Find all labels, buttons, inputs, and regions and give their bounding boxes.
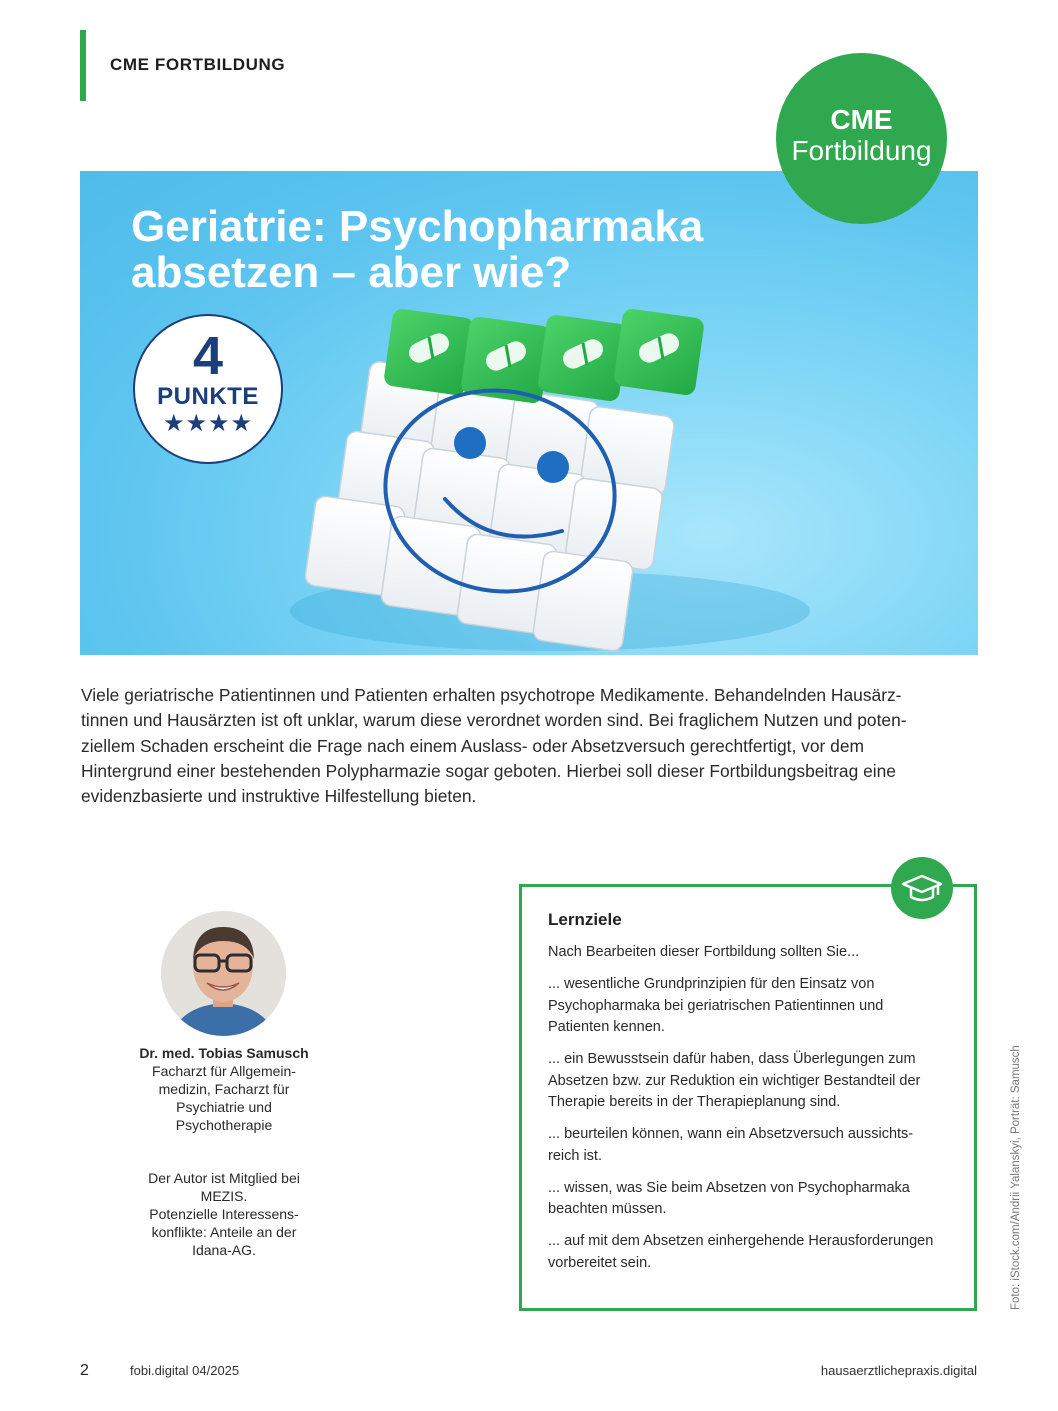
author-portrait	[161, 911, 286, 1036]
graduation-cap-icon	[891, 857, 953, 919]
author-name: Dr. med. Tobias Samusch	[139, 1045, 309, 1061]
article-title-line-2: absetzen – aber wie?	[131, 248, 572, 297]
learning-goals-title: Lernziele	[548, 910, 622, 929]
learning-goal-line: ... wissen, was Sie beim Absetzen von Psychopharmaka	[548, 1179, 910, 1196]
photo-credit: Foto: iStock.com/Andrii Yalanskyi, Porträt: Samusch	[1010, 1045, 1022, 1310]
learning-goal-line: ... wesentliche Grundprinzipien für den Einsatz von	[548, 976, 875, 992]
learning-goal-line: Therapie bereits in der Therapieplanung sind.	[548, 1094, 841, 1110]
author-note-line: Idana-AG.	[192, 1242, 256, 1258]
learning-goal-item	[548, 974, 958, 1039]
learning-goal-line: Patienten kennen.	[548, 1019, 665, 1035]
learning-goal-line: reich ist.	[548, 1147, 602, 1164]
intro-line: tinnen und Hausärzten ist oft unklar, warum diese verordnet worden sind. Bei fraglichem Nutzen und poten-	[81, 710, 907, 731]
author-title-line: Psychotherapie	[175, 1117, 273, 1133]
page-number: 2	[80, 1362, 89, 1379]
author-note-line: Der Autor ist Mitglied bei	[148, 1170, 300, 1186]
intro-paragraph	[81, 683, 981, 809]
intro-line: evidenzbasierte und instruktive Hilfestellung bieten.	[81, 786, 477, 807]
author-info	[123, 1044, 325, 1259]
author-title-line: medizin, Facharzt für	[158, 1081, 290, 1097]
learning-goal-item	[548, 1231, 958, 1274]
section-label: CME FORTBILDUNG	[110, 55, 286, 74]
article-title-line-1: Geriatrie: Psychopharmaka	[131, 202, 704, 251]
learning-goal-line: ... auf mit dem Absetzen einhergehende Herausforderungen	[548, 1233, 934, 1249]
learning-goal-line: beachten müssen.	[548, 1201, 667, 1217]
points-number: 4	[192, 326, 224, 386]
points-label: PUNKTE	[157, 383, 259, 410]
website-link[interactable]: hausaerztlichepraxis.digital	[820, 1363, 977, 1378]
learning-goal-line: ... beurteilen können, wann ein Absetzversuch aussichts-	[548, 1126, 914, 1142]
learning-goals-list	[548, 974, 958, 1285]
author-note-line: MEZIS.	[200, 1188, 248, 1204]
section-accent-bar	[80, 30, 86, 101]
learning-goal-line: vorbereitet sein.	[548, 1254, 652, 1271]
intro-line: Hintergrund einer bestehenden Polypharmazie sogar geboten. Hierbei soll dieser Fortbildungsbeitrag eine	[81, 760, 896, 781]
cme-badge-line-2: Fortbildung	[791, 135, 932, 166]
article-title	[131, 204, 703, 296]
author-note-line: konflikte: Anteile an der	[151, 1224, 297, 1240]
learning-goal-line: Psychopharmaka bei geriatrischen Patientinnen und	[548, 997, 884, 1014]
learning-goal-item	[548, 1049, 958, 1114]
magazine-issue: fobi.digital 04/2025	[130, 1363, 240, 1378]
author-note-line: Potenzielle Interessens-	[149, 1206, 299, 1222]
learning-goal-line: ... ein Bewusstsein dafür haben, dass Überlegungen zum	[548, 1051, 916, 1067]
learning-goal-item	[548, 1124, 958, 1167]
cme-badge-line-1: CME	[830, 104, 893, 135]
cme-badge	[776, 53, 947, 224]
intro-line: ziellem Schaden erscheint die Frage nach einem Auslass- oder Absetzversuch gerechtfertigt, vor dem	[81, 735, 864, 756]
author-title-line: Psychiatrie und	[176, 1099, 272, 1115]
learning-goals-intro: Nach Bearbeiten dieser Fortbildung sollten Sie...	[548, 944, 860, 960]
learning-goal-line: Absetzen bzw. zur Reduktion ein wichtiger Bestandteil der	[548, 1072, 921, 1089]
author-title-line: Facharzt für Allgemein-	[152, 1063, 296, 1079]
learning-goal-item	[548, 1178, 958, 1221]
points-stars: ★★★★	[162, 410, 254, 437]
points-badge	[133, 314, 283, 464]
intro-line: Viele geriatrische Patientinnen und Patienten erhalten psychotrope Medikamente. Behandelnden Hausärz-	[81, 685, 902, 705]
